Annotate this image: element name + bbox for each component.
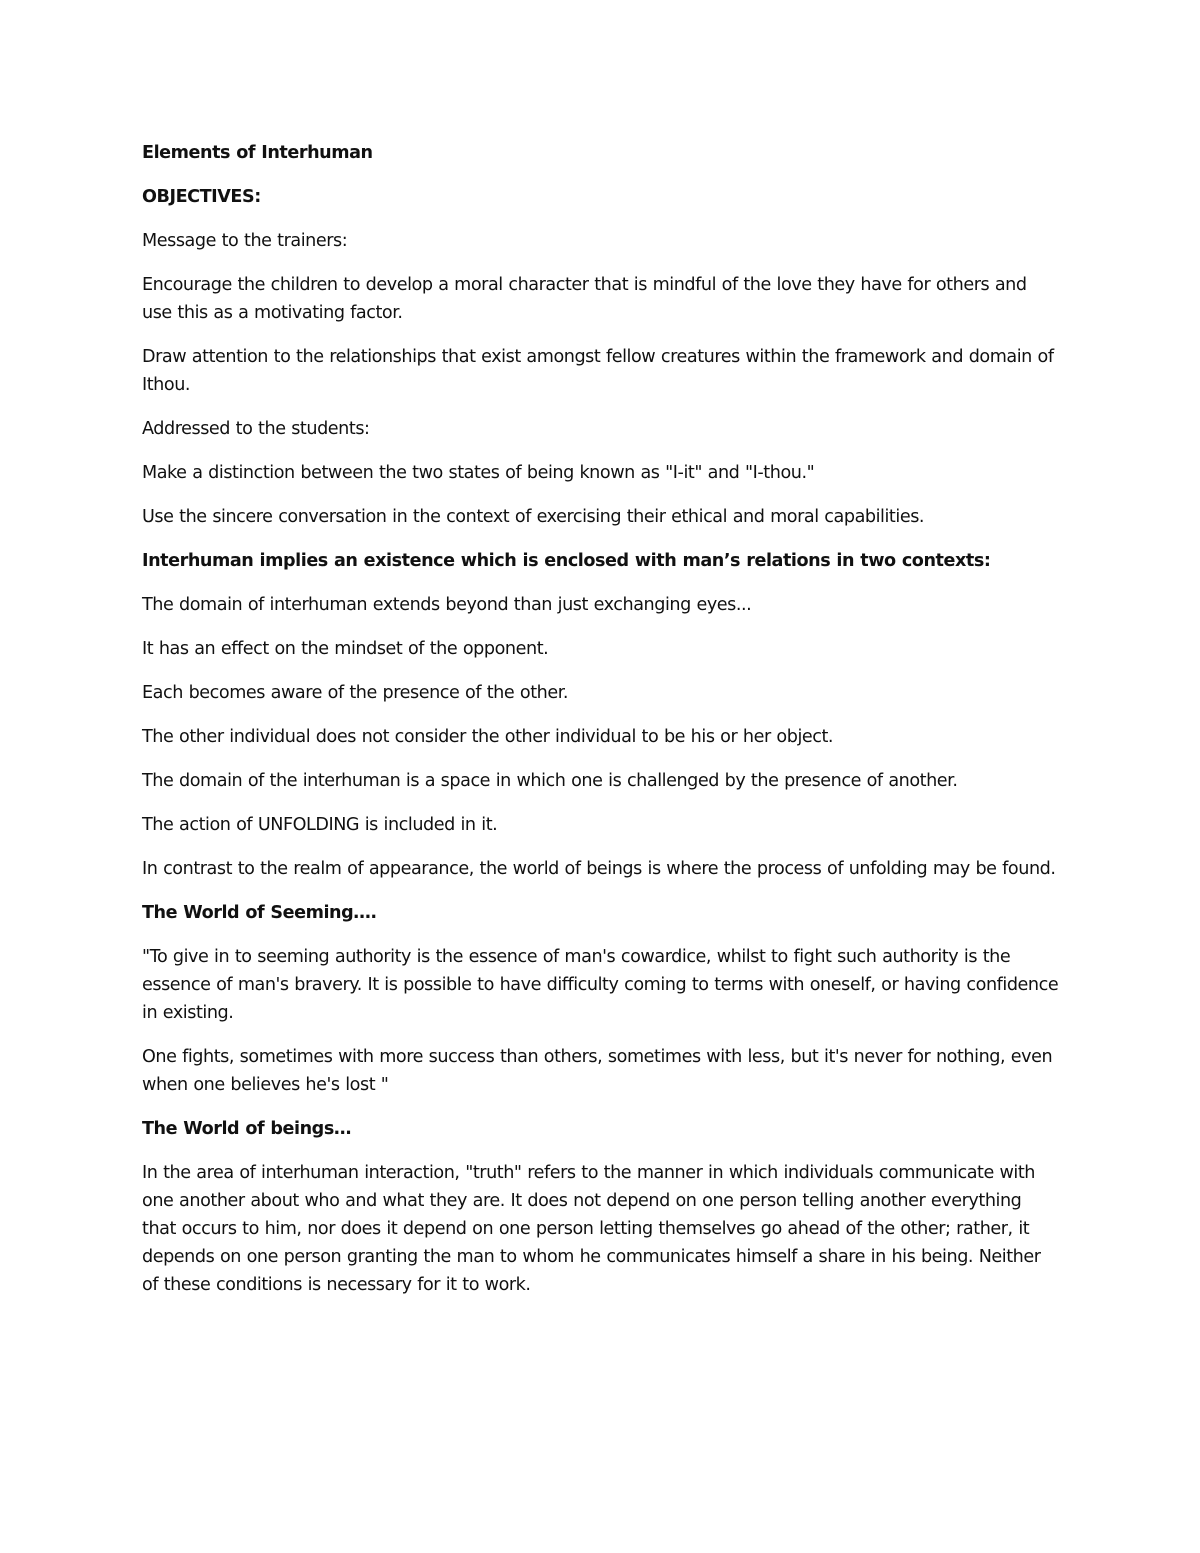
interhuman-line: The domain of the interhuman is a space in which one is challenged by the presence of another.	[142, 771, 958, 791]
beings-paragraph: In the area of interhuman interaction, "truth" refers to the manner in which individuals communicate with one another about who and what they are. It does not depend on one person telling another everything that occurs to him, nor does it depend on one person letting themselves go ahead of the other; rather, it depends on one person granting the man to whom he communicates himself a share in his being. Neither of these conditions is necessary for it to work.	[142, 1163, 1041, 1295]
seeming-quote-1: "To give in to seeming authority is the essence of man's cowardice, whilst to fight such authority is the essence of man's bravery. It is possible to have difficulty coming to terms with oneself, or having confidence in existing.	[142, 947, 1059, 1023]
document-title: Elements of Interhuman	[142, 143, 373, 163]
student-point-1: Make a distinction between the two states of being known as "I-it" and "I-thou."	[142, 463, 815, 483]
interhuman-line: The domain of interhuman extends beyond than just exchanging eyes...	[142, 595, 752, 615]
trainers-label: Message to the trainers:	[142, 231, 348, 251]
student-point-2: Use the sincere conversation in the context of exercising their ethical and moral capabilities.	[142, 507, 925, 527]
interhuman-line: The action of UNFOLDING is included in it.	[142, 815, 498, 835]
interhuman-line: The other individual does not consider the other individual to be his or her object.	[142, 727, 834, 747]
interhuman-line: In contrast to the realm of appearance, the world of beings is where the process of unfolding may be found.	[142, 859, 1056, 879]
students-label: Addressed to the students:	[142, 419, 370, 439]
beings-heading: The World of beings…	[142, 1119, 351, 1139]
seeming-heading: The World of Seeming….	[142, 903, 377, 923]
interhuman-heading: Interhuman implies an existence which is enclosed with man’s relations in two contexts:	[142, 551, 991, 571]
objectives-heading: OBJECTIVES:	[142, 187, 261, 207]
trainer-point-2: Draw attention to the relationships that exist amongst fellow creatures within the framework and domain of Ithou.	[142, 347, 1054, 395]
interhuman-line: Each becomes aware of the presence of the other.	[142, 683, 569, 703]
seeming-quote-2: One fights, sometimes with more success than others, sometimes with less, but it's never for nothing, even when one believes he's lost "	[142, 1047, 1053, 1095]
trainer-point-1: Encourage the children to develop a moral character that is mindful of the love they have for others and use this as a motivating factor.	[142, 275, 1027, 323]
interhuman-line: It has an effect on the mindset of the opponent.	[142, 639, 549, 659]
